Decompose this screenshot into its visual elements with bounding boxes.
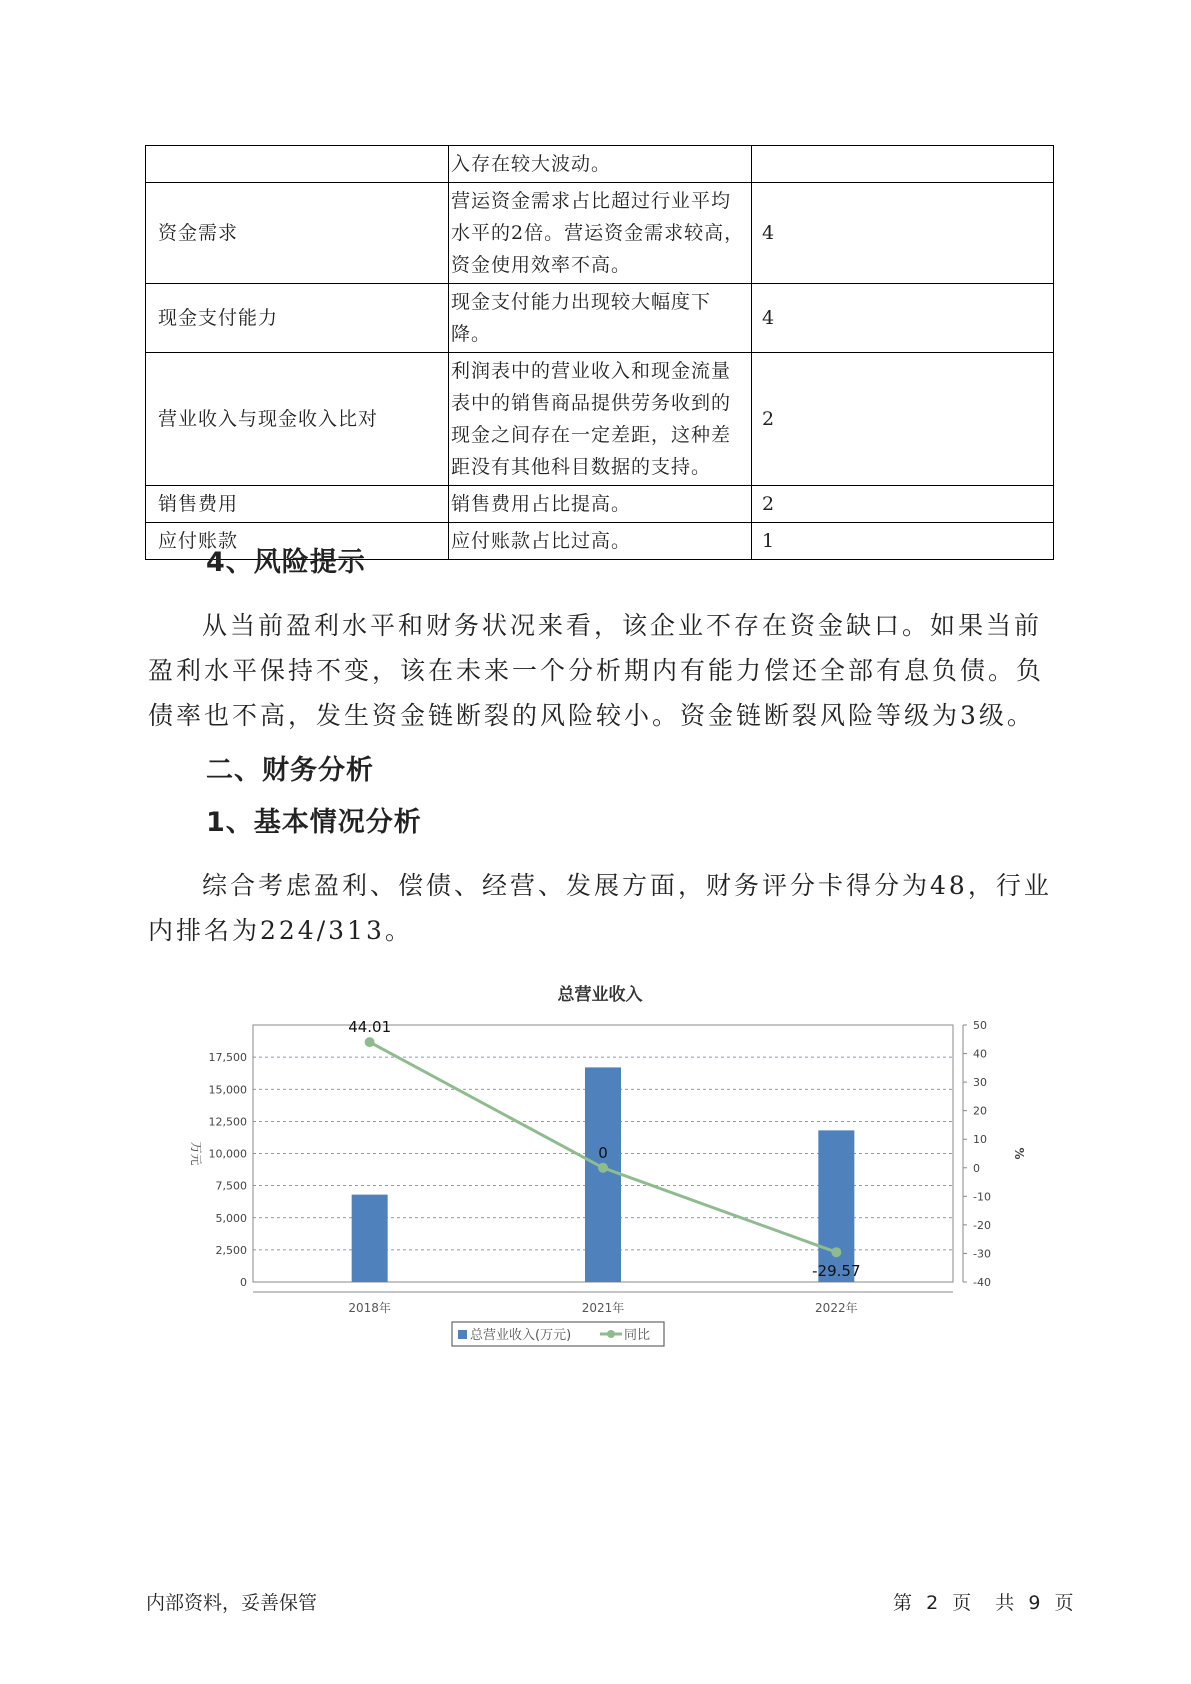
y-left-tick-label: 12,500 xyxy=(208,1115,247,1129)
y-left-tick-label: 15,000 xyxy=(208,1083,247,1097)
legend-bar-label: 总营业收入(万元) xyxy=(470,1328,572,1343)
x-tick-label: 2018年 xyxy=(348,1301,391,1315)
table-cell-score: 4 xyxy=(752,183,1054,284)
table-row xyxy=(146,486,1054,523)
revenue-chart xyxy=(170,975,1030,1435)
line-point xyxy=(365,1037,375,1047)
y-right-tick-label: 50 xyxy=(973,1019,987,1032)
y-left-tick-label: 17,500 xyxy=(208,1051,247,1065)
y-right-tick-label: 10 xyxy=(973,1133,987,1147)
data-label: 0 xyxy=(598,1143,608,1162)
line-point xyxy=(831,1247,841,1257)
table-cell-score: 4 xyxy=(752,284,1054,353)
footer-confidential: 内部资料，妥善保管 xyxy=(146,1592,318,1614)
table-cell-desc: 销售费用占比提高。 xyxy=(449,486,752,523)
legend-line-marker xyxy=(607,1330,615,1338)
y-right-tick-label: 0 xyxy=(973,1161,980,1175)
y-right-tick-label: -30 xyxy=(973,1247,991,1261)
table-cell-item: 现金支付能力 xyxy=(146,284,449,353)
section-heading-basic: 1、基本情况分析 xyxy=(206,807,422,838)
table-cell-item: 销售费用 xyxy=(146,486,449,523)
data-label: -29.57 xyxy=(812,1262,861,1281)
basic-paragraph: 综合考虑盈利、偿债、经营、发展方面，财务评分卡得分为48，行业内排名为224/313。 xyxy=(148,871,1052,945)
table-cell-score: 1 xyxy=(752,523,1054,560)
table-cell-item: 应付账款 xyxy=(146,523,449,560)
total-label-suffix: 页 xyxy=(1054,1592,1076,1614)
section-heading-risk: 4、风险提示 xyxy=(206,547,366,578)
y-left-tick-label: 2,500 xyxy=(215,1243,247,1257)
y-right-tick-label: -10 xyxy=(973,1190,991,1204)
y-right-tick-label: 40 xyxy=(973,1047,987,1061)
y-left-tick-label: 10,000 xyxy=(208,1147,247,1161)
risk-table-body xyxy=(146,146,1054,560)
table-row xyxy=(146,284,1054,353)
bar xyxy=(818,1130,854,1282)
page-label: 第 xyxy=(893,1592,915,1614)
table-cell-item xyxy=(146,146,449,183)
y-left-tick-label: 7,500 xyxy=(215,1179,247,1193)
table-row xyxy=(146,183,1054,284)
chart-title: 总营业收入 xyxy=(557,985,643,1005)
page-label-suffix: 页 xyxy=(952,1592,974,1614)
table-cell-desc: 利润表中的营业收入和现金流量表中的销售商品提供劳务收到的现金之间存在一定差距，这种差距没有其他科目数据的支持。 xyxy=(449,353,752,486)
legend-line-label: 同比 xyxy=(624,1328,651,1343)
line-point xyxy=(598,1163,608,1173)
data-label: 44.01 xyxy=(348,1018,392,1037)
total-label: 共 xyxy=(995,1592,1017,1614)
section-heading-financial: 二、财务分析 xyxy=(206,755,374,786)
total-pages: 9 xyxy=(1028,1592,1043,1614)
y-right-axis-label: % xyxy=(1012,1147,1026,1160)
y-right-tick-label: -20 xyxy=(973,1218,991,1232)
risk-paragraph: 从当前盈利水平和财务状况来看，该企业不存在资金缺口。如果当前盈利水平保持不变，该在未来一个分析期内有能力偿还全部有息负债。负债率也不高，发生资金链断裂的风险较小。资金链断裂风险等级为3级。 xyxy=(148,611,1045,730)
table-row xyxy=(146,146,1054,183)
table-cell-item: 资金需求 xyxy=(146,183,449,284)
table-cell-desc: 入存在较大波动。 xyxy=(449,146,752,183)
bar xyxy=(585,1067,621,1282)
risk-table xyxy=(145,145,1054,560)
y-right-tick-label: 30 xyxy=(973,1076,987,1090)
y-right-tick-label: -40 xyxy=(973,1276,991,1289)
table-cell-item: 营业收入与现金收入比对 xyxy=(146,353,449,486)
y-right-tick-label: 20 xyxy=(973,1104,987,1118)
y-left-tick-label: 0 xyxy=(240,1276,247,1289)
table-cell-desc: 应付账款占比过高。 xyxy=(449,523,752,560)
footer-pagination xyxy=(893,1588,1079,1615)
page-number: 2 xyxy=(926,1592,941,1614)
table-cell-score: 2 xyxy=(752,486,1054,523)
x-tick-label: 2021年 xyxy=(581,1301,625,1315)
table-cell-score xyxy=(752,146,1054,183)
bar xyxy=(352,1195,388,1282)
table-cell-desc: 现金支付能力出现较大幅度下降。 xyxy=(449,284,752,353)
table-cell-desc: 营运资金需求占比超过行业平均水平的2倍。营运资金需求较高，资金使用效率不高。 xyxy=(449,183,752,284)
x-tick-label: 2022年 xyxy=(815,1301,858,1315)
table-cell-score: 2 xyxy=(752,353,1054,486)
legend-bar-swatch xyxy=(458,1330,467,1339)
y-left-axis-label: 万元 xyxy=(189,1141,203,1166)
table-row xyxy=(146,353,1054,486)
y-left-tick-label: 5,000 xyxy=(215,1211,247,1225)
